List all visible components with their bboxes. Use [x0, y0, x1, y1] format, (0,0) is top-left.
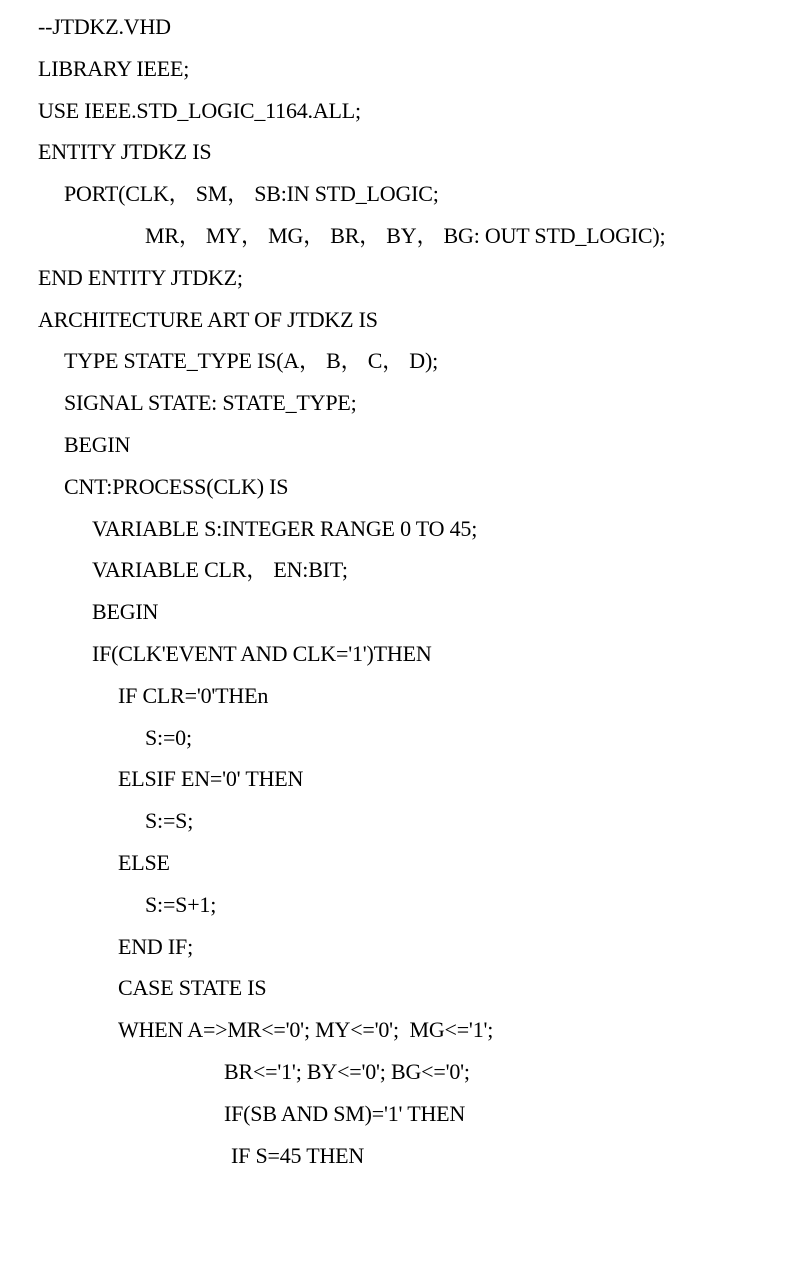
code-line: VARIABLE CLR， EN:BIT;: [92, 557, 348, 583]
code-line: END IF;: [118, 933, 193, 959]
code-line: ELSE: [118, 849, 170, 875]
code-listing: [0, 6, 800, 1176]
code-line: S:=S;: [145, 808, 194, 834]
code-line: S:=S+1;: [145, 891, 217, 917]
code-line: --JTDKZ.VHD: [38, 14, 171, 39]
code-line: IF(SB AND SM)='1' THEN: [224, 1100, 466, 1126]
code-line: S:=0;: [145, 724, 192, 750]
code-line: TYPE STATE_TYPE IS(A， B， C， D);: [64, 348, 438, 374]
code-line: MR， MY， MG， BR， BY， BG: OUT STD_LOGIC);: [145, 222, 666, 248]
code-line: ENTITY JTDKZ IS: [38, 139, 212, 165]
code-line: CNT:PROCESS(CLK) IS: [64, 473, 289, 499]
code-line: USE IEEE.STD_LOGIC_1164.ALL;: [38, 97, 361, 123]
code-line: IF S=45 THEN: [231, 1142, 365, 1168]
code-line: SIGNAL STATE: STATE_TYPE;: [64, 390, 357, 416]
code-line: PORT(CLK， SM， SB:IN STD_LOGIC;: [64, 181, 439, 207]
code-line: BEGIN: [64, 431, 131, 457]
code-line: LIBRARY IEEE;: [38, 55, 190, 81]
code-line: BEGIN: [92, 599, 159, 625]
code-line: WHEN A=>MR<='0'; MY<='0'; MG<='1';: [118, 1017, 494, 1043]
code-line: BR<='1'; BY<='0'; BG<='0';: [224, 1058, 470, 1084]
code-line: IF CLR='0'THEn: [118, 682, 269, 708]
code-line: VARIABLE S:INTEGER RANGE 0 TO 45;: [92, 515, 478, 541]
code-line: ARCHITECTURE ART OF JTDKZ IS: [38, 306, 378, 332]
code-line: CASE STATE IS: [118, 975, 267, 1001]
code-line: ELSIF EN='0' THEN: [118, 766, 304, 792]
code-line: END ENTITY JTDKZ;: [38, 264, 243, 290]
code-line: IF(CLK'EVENT AND CLK='1')THEN: [92, 640, 432, 666]
